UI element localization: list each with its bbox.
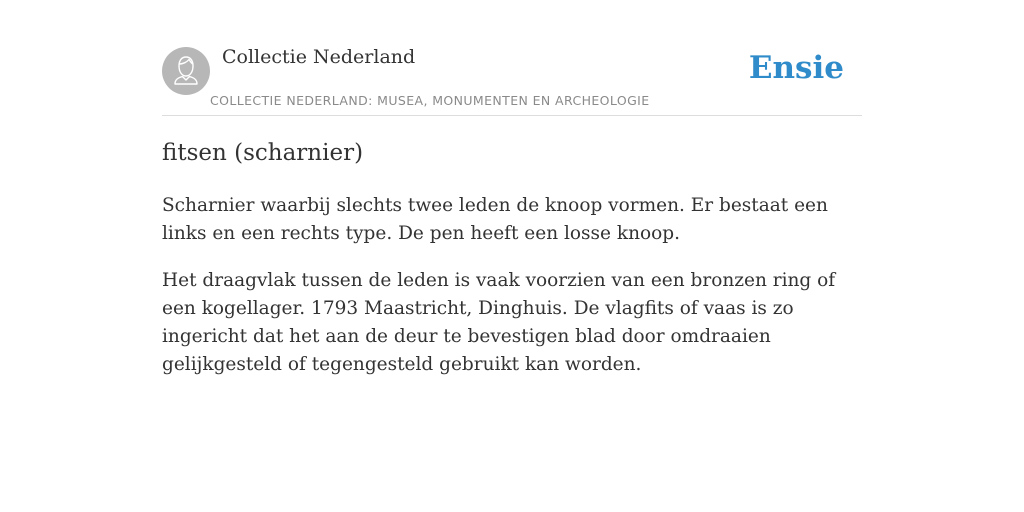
entry-content (162, 192, 862, 398)
entry-paragraph: Scharnier waarbij slechts twee leden de knoop vormen. Er bestaat een links en een rechts type. De pen heeft een losse knoop. (162, 195, 828, 244)
entry-header (162, 0, 862, 116)
author-name[interactable]: Collectie Nederland (222, 46, 416, 68)
ensie-logo[interactable]: Ensie (748, 50, 844, 86)
entry-card (162, 0, 862, 512)
source-label[interactable]: COLLECTIE NEDERLAND: MUSEA, MONUMENTEN EN ARCHEOLOGIE (210, 93, 650, 108)
entry-title: fitsen (scharnier) (162, 140, 364, 166)
user-icon (162, 47, 210, 95)
author-avatar[interactable] (162, 47, 210, 95)
entry-paragraph: Het draagvlak tussen de leden is vaak voorzien van een bronzen ring of een kogellager. 1793 Maastricht, Dinghuis. De vlagfits of vaas is zo ingericht dat het aan de deur te bevestigen blad door omdraaien gelijkgesteld of tegengesteld gebruikt kan worden. (162, 270, 836, 375)
